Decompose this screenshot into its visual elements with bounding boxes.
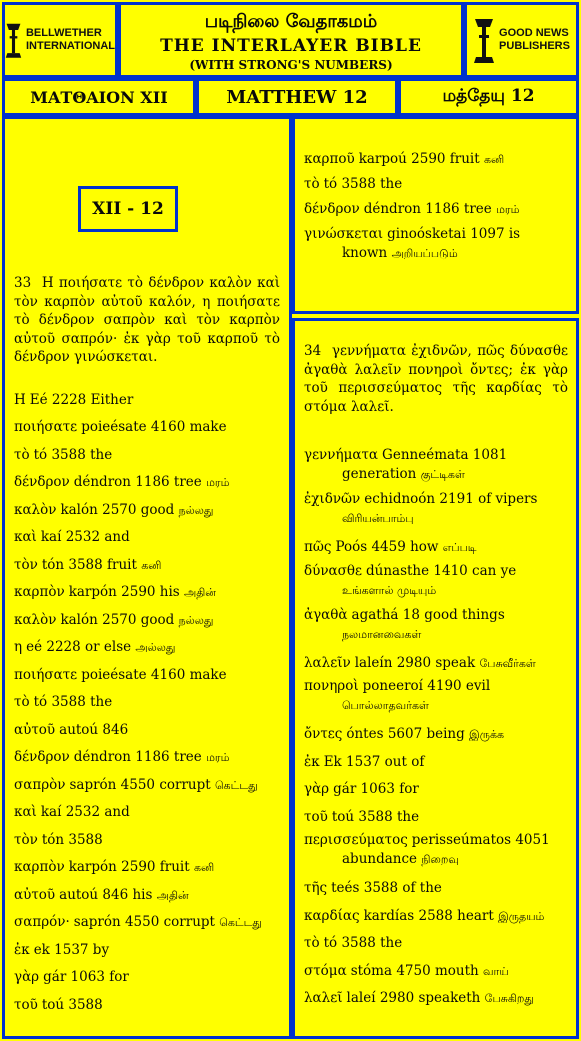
transliteration: perisseúmatos 4051 [411, 832, 550, 848]
greek-word: ἐκ [14, 941, 30, 958]
word-entry [14, 772, 280, 800]
wrapped-line [304, 509, 568, 528]
publisher-logo-left [2, 2, 118, 78]
word-entry [14, 414, 280, 442]
word-entry [14, 579, 280, 607]
transliteration: gár 1063 for [333, 781, 419, 797]
greek-word: τὸν [14, 556, 38, 573]
transliteration: autoú 846 his [59, 886, 153, 903]
transliteration: karpón 2590 his [68, 584, 180, 600]
greek-word: καρποῦ [304, 151, 355, 167]
tamil-gloss: நலமானவைகள் [342, 627, 422, 641]
right-top-content [304, 150, 566, 269]
word-entry [304, 749, 568, 777]
tamil-gloss: கனி [193, 861, 215, 874]
tamil-gloss: நல்லது [178, 613, 214, 627]
word-entry [304, 903, 568, 931]
transliteration: kardías 2588 heart [363, 907, 494, 924]
word-entry [304, 804, 568, 832]
greek-word: πῶς [304, 539, 332, 555]
transliteration: dúnasthe 1410 can ye [366, 562, 517, 579]
verse-number: 33 [14, 275, 32, 291]
transliteration: déndron 1186 tree [73, 474, 202, 490]
transliteration: autoú 846 [59, 721, 129, 738]
word-entry [14, 524, 280, 552]
tamil-gloss: கனி [483, 153, 505, 166]
transliteration: laleí 2980 speaketh [346, 990, 481, 1006]
tamil-gloss: மரம் [206, 751, 230, 764]
publisher-logo-right [464, 2, 579, 78]
page-header [118, 2, 464, 78]
word-entry [304, 150, 566, 169]
title-english: MATTHEW 12 [196, 78, 398, 116]
greek-word: ποιήσατε [14, 666, 78, 683]
greek-word: τὸ [14, 694, 30, 710]
tamil-gloss: மரம் [496, 203, 520, 216]
lectern-icon [473, 15, 495, 65]
left-content [14, 274, 280, 1019]
transliteration: Poós 4459 how [335, 539, 439, 555]
word-entry [304, 985, 568, 1013]
word-entry [14, 882, 280, 910]
left-word-list [14, 387, 280, 1020]
tamil-gloss: மரம் [206, 476, 230, 489]
word-entry [304, 175, 566, 194]
word-entry [304, 930, 568, 958]
verse-34 [304, 342, 568, 416]
logo-left-line1: BELLWETHER [25, 27, 102, 39]
transliteration: karpón 2590 fruit [68, 859, 190, 875]
word-entry [304, 650, 568, 678]
transliteration: kalón 2570 good [60, 611, 175, 628]
transliteration: eé 2228 or else [26, 639, 132, 655]
greek-word: καλὸν [14, 611, 57, 628]
transliteration: stóma 4750 mouth [350, 962, 479, 979]
greek-word: γεννήματα [304, 447, 379, 463]
word-entry [304, 225, 566, 263]
continuation-text: known [342, 245, 388, 261]
wrapped-line [304, 850, 568, 869]
word-entry [14, 662, 280, 690]
greek-word: σαπρὸν [14, 776, 66, 793]
word-entry [14, 607, 280, 635]
wrapped-line [304, 465, 568, 484]
right-top-word-list [304, 150, 566, 263]
transliteration: ginoósketai 1097 is [387, 226, 521, 242]
header-subtitle: (WITH STRONG'S NUMBERS) [189, 58, 393, 72]
tamil-gloss: இருதயம் [498, 909, 545, 923]
transliteration: Ek 1537 out of [323, 753, 425, 770]
transliteration: déndron 1186 tree [363, 201, 492, 217]
transliteration: tón 3588 [41, 831, 103, 848]
tamil-gloss: அதின் [156, 888, 189, 902]
word-entry [304, 446, 568, 484]
verse-greek-text: γεννήματα ἐχιδνῶν, πῶς δύνασθε ἀγαθὰ λαλεῖν πονηροὶ ὄντες; ἐκ γὰρ τοῦ περισσεύματος τῆς καρδίας τὸ στόμα λαλεῖ. [304, 343, 568, 415]
transliteration: poneeroí 4190 evil [362, 678, 491, 694]
tamil-gloss: அதின் [184, 586, 216, 599]
tamil-gloss: அறியப்படும் [391, 247, 458, 260]
tamil-gloss: வாய் [483, 964, 509, 978]
greek-word: ἐκ [304, 753, 320, 770]
wrapped-line [304, 625, 568, 644]
greek-word: καρπὸν [14, 584, 65, 600]
transliteration: Eé 2228 Either [29, 391, 134, 408]
tamil-gloss: பேசுவீர்கள் [479, 656, 536, 670]
transliteration: tón 3588 fruit [41, 556, 137, 573]
verse-number: 34 [304, 343, 322, 359]
transliteration: poieésate 4160 make [81, 666, 227, 683]
word-entry [14, 442, 280, 470]
tamil-gloss: நல்லது [178, 503, 214, 517]
tamil-gloss: பொல்லாதவர்கள் [342, 699, 429, 712]
logo-right-line1: GOOD NEWS [499, 27, 569, 39]
greek-word: αὐτοῦ [14, 721, 56, 738]
transliteration: tó 3588 the [323, 935, 403, 951]
continuation-text: abundance [342, 851, 418, 867]
transliteration: kaí 2532 and [40, 529, 130, 545]
continuation-text: generation [342, 466, 417, 482]
word-entry [304, 677, 568, 715]
word-entry [14, 717, 280, 745]
word-entry [14, 744, 280, 772]
lectern-icon [5, 15, 22, 65]
title-tamil: மத்தேயு 12 [398, 78, 579, 116]
word-entry [304, 562, 568, 600]
greek-word: λαλεῖν [304, 654, 351, 671]
word-entry [14, 689, 280, 717]
transliteration: óntes 5607 being [346, 726, 465, 742]
word-entry [304, 721, 568, 749]
tamil-gloss: விரியன்பாம்பு [342, 512, 414, 525]
greek-word: γὰρ [304, 781, 330, 797]
greek-word: λαλεῖ [304, 990, 343, 1006]
word-entry [14, 552, 280, 580]
right-bottom-content [304, 342, 568, 1013]
transliteration: tó 3588 the [323, 176, 403, 192]
transliteration: tó 3588 the [33, 446, 113, 463]
greek-word: καρδίας [304, 907, 360, 924]
word-entry [304, 490, 568, 528]
transliteration: gár 1063 for [43, 969, 129, 985]
transliteration: karpoú 2590 fruit [358, 151, 480, 167]
wrapped-line [304, 244, 566, 263]
greek-word: δύνασθε [304, 562, 362, 579]
tamil-gloss: கனி [141, 558, 162, 572]
greek-word: καὶ [14, 804, 37, 820]
greek-word: ποιήσατε [14, 419, 78, 435]
word-entry [304, 776, 568, 804]
greek-word: τὸ [304, 935, 320, 951]
verse-33 [14, 274, 280, 367]
transliteration: teés 3588 of the [331, 880, 442, 896]
word-entry [304, 875, 568, 903]
title-greek: ΜΑΤΘΑΙΟΝ XII [2, 78, 196, 116]
right-bottom-word-list [304, 446, 568, 1013]
greek-word: ἀγαθὰ [304, 606, 348, 623]
greek-word: τὸν [14, 831, 38, 848]
transliteration: kaí 2532 and [40, 804, 130, 820]
greek-word: ἐχιδνῶν [304, 491, 361, 507]
tamil-gloss: இருக்க [469, 728, 505, 741]
word-entry [14, 469, 280, 497]
greek-word: τὸ [304, 176, 320, 192]
word-entry [304, 534, 568, 562]
transliteration: toú 3588 the [331, 808, 420, 825]
transliteration: ek 1537 by [33, 941, 110, 958]
transliteration: Genneémata 1081 [382, 447, 508, 463]
transliteration: kalón 2570 good [60, 501, 175, 518]
greek-word: καλὸν [14, 501, 57, 518]
word-entry [14, 909, 280, 937]
tamil-gloss: உங்களால் முடியும் [342, 583, 437, 597]
greek-word: δένδρον [14, 474, 70, 490]
wrapped-line [304, 581, 568, 600]
tamil-gloss: நிறைவு [421, 853, 459, 866]
tamil-gloss: எப்படி [442, 541, 477, 554]
header-title-tamil: படிநிலை வேதாகமம் [204, 11, 378, 32]
word-entry [14, 992, 280, 1020]
header-title-english: THE INTERLAYER BIBLE [160, 36, 422, 56]
greek-word: πονηροὶ [304, 678, 359, 694]
transliteration: echidnoón 2191 of vipers [364, 491, 538, 507]
greek-word: δένδρον [304, 201, 360, 217]
tamil-gloss: கெட்டது [214, 778, 258, 792]
transliteration: poieésate 4160 make [81, 419, 227, 435]
chapter-label: XII - 12 [78, 186, 178, 232]
word-entry [304, 606, 568, 644]
greek-word: η [14, 639, 23, 655]
transliteration: déndron 1186 tree [73, 749, 202, 765]
greek-word: τῆς [304, 880, 328, 896]
greek-word: στόμα [304, 962, 347, 979]
greek-word: τὸ [14, 446, 30, 463]
word-entry [14, 854, 280, 882]
tamil-gloss: கெட்டது [219, 916, 262, 929]
greek-word: γινώσκεται [304, 226, 384, 242]
word-entry [14, 387, 280, 415]
word-entry [304, 831, 568, 869]
greek-word: γὰρ [14, 969, 40, 985]
greek-word: αὐτοῦ [14, 886, 56, 903]
transliteration: tó 3588 the [33, 694, 113, 710]
word-entry [14, 827, 280, 855]
greek-word: τοῦ [14, 996, 38, 1013]
greek-word: σαπρόν· [14, 914, 70, 930]
transliteration: laleín 2980 speak [354, 654, 476, 671]
greek-word: ὄντες [304, 726, 343, 742]
greek-word: καὶ [14, 529, 37, 545]
logo-left-line2: INTERNATIONAL [25, 40, 115, 52]
logo-right-line2: PUBLISHERS [499, 40, 570, 52]
word-entry [14, 497, 280, 525]
tamil-gloss: பேசுகிறது [484, 992, 534, 1005]
greek-word: περισσεύματος [304, 832, 408, 848]
word-entry [14, 634, 280, 662]
transliteration: agathá 18 good things [351, 606, 505, 623]
word-entry [304, 958, 568, 986]
transliteration: saprón 4550 corrupt [69, 776, 211, 793]
tamil-gloss: அல்லது [135, 641, 176, 654]
wrapped-line [304, 696, 568, 715]
transliteration: toú 3588 [41, 996, 103, 1013]
word-entry [14, 964, 280, 992]
greek-word: τοῦ [304, 808, 328, 825]
word-entry [14, 937, 280, 965]
word-entry [14, 799, 280, 827]
word-entry [304, 200, 566, 219]
greek-word: καρπὸν [14, 859, 65, 875]
verse-greek-text: Η ποιήσατε τὸ δένδρον καλὸν καὶ τὸν καρπὸν αὐτοῦ καλόν, η ποιήσατε τὸ δένδρον σαπρὸν καὶ τὸν καρπὸν αὐτοῦ σαπρόν· ἐκ γὰρ τοῦ καρποῦ τὸ δένδρον γινώσκεται. [14, 275, 280, 365]
tamil-gloss: குட்டிகள் [420, 468, 465, 481]
greek-word: Η [14, 391, 26, 408]
greek-word: δένδρον [14, 749, 70, 765]
transliteration: saprón 4550 corrupt [73, 914, 215, 930]
